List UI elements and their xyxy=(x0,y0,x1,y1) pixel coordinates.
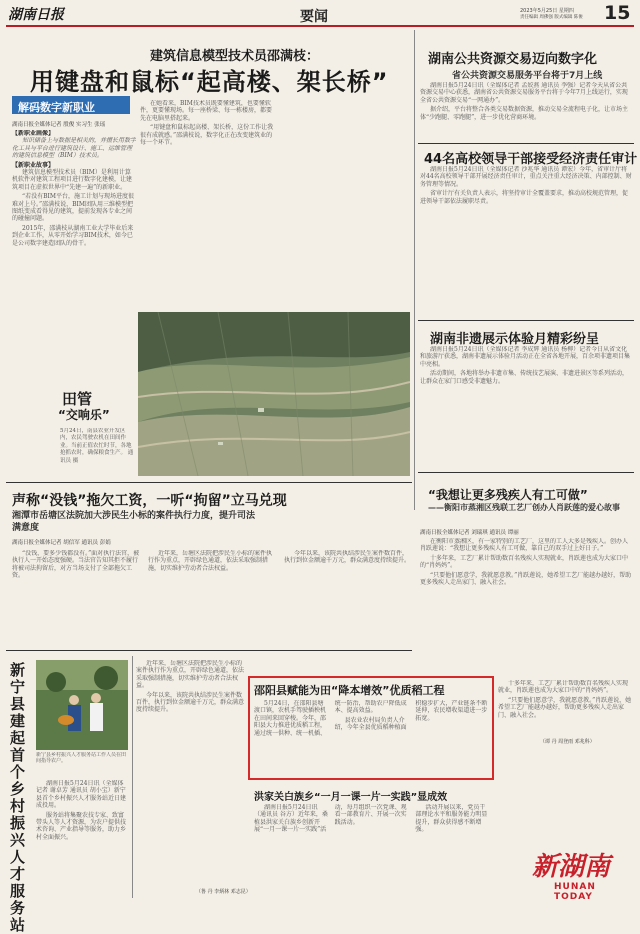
article9-body-2: 活动开展以来，党员干部理论水平和服务能力明显提升，群众获得感不断增强。 xyxy=(415,804,488,834)
xinning-photo xyxy=(36,660,128,750)
article2-body xyxy=(420,82,632,140)
date-line: 2023年5月25日 星期四 xyxy=(520,8,574,14)
article6-byline: 湖南日报全媒体记者 胡信军 通讯员 彭娟 xyxy=(12,540,111,546)
article5-byline: 湖南日报全媒体记者 刘瑞琪 通讯员 谭丽 xyxy=(420,530,519,536)
article1-para-b: 2015年，邵满枝从湖南工业大学毕业后来到企业工作，从零开始学习BIM技术，如今已是公司数字建造团队的骨干。 xyxy=(12,224,134,247)
article1-para-d: “用键盘和鼠标起高楼、架长桥，这份工作让我很有成就感。”邵满枝说，数字化正在改变建筑业的每一个环节。 xyxy=(140,124,274,147)
article6-body-1: “没钱，要多少钱都没有。”面对执行法官，被执行人一开始态度强硬。当法官告知其拒不履行将被司法拘留后，对方当场支付了全部拖欠工资。 xyxy=(12,550,140,580)
footer-credit-2: （谭 丹 周登雨 邓兆科） xyxy=(540,739,595,745)
article6-headline: 声称“没钱”拖欠工资，一听“拘留”立马兑现 xyxy=(12,493,287,509)
article9-body-1: 湖南日报5月24日讯（通讯员 谷方）近年来，桑植县洪家关白族乡创新开展“一月一课一片一实践”活动，每月组织一次党课、观看一部教育片、开展一次实践活动。 xyxy=(254,804,407,834)
article6-body-2: 近年来，岳塘区法院把涉民生小标的案件执行作为重点，开辟绿色通道，依法采取强制措施，切实维护劳动者合法权益。 xyxy=(148,550,273,572)
article7-caption: 新宁县乡村振兴人才服务站工作人员在田间指导农户。 xyxy=(36,752,127,764)
article1-banner-text: 解码数字新职业 xyxy=(18,101,95,114)
article6-bottom-rule xyxy=(6,650,412,651)
article5-body-3: “只要他们愿意学，我就愿意教。”肖跃莲说，她希望工艺厂能越办越好，帮助更多残疾人走出家门、融入社会。 xyxy=(420,571,632,587)
article1-para-a: “若没有BIM平台，施工计划与现场进度很难对上号。”邵满枝说，BIM团队用三维模型把图纸变成看得见的建筑，提前发现各专业之间的碰撞问题。 xyxy=(12,193,134,223)
article7-divider xyxy=(132,656,133,898)
article4-body xyxy=(420,346,632,466)
article2-body-2: 据介绍，平台将整合各类交易数据资源，推动交易全流程电子化，让市场主体“少跑腿、零跑腿”，进一步优化营商环境。 xyxy=(420,106,629,121)
article4-body-2: 活动期间，各地将举办非遗市集、传统技艺展演、非遗进景区等系列活动，让群众在家门口感受非遗魅力。 xyxy=(420,370,629,385)
article1-para-c: 在她看来，BIM技术员既要懂建筑，也要懂软件，更要懂现场。每一座桥梁、每一栋楼房，都要先在电脑里搭起来。 xyxy=(140,100,273,122)
article8-body-2: 县农业农村局负责人介绍，今年全县优质稻种植面积稳步扩大，产业链条不断延伸，农民增收渠道进一步拓宽。 xyxy=(334,700,488,732)
article2-rule xyxy=(418,143,634,144)
article5-body xyxy=(420,538,632,678)
article9-headline: 洪家关白族乡“一月一课一片一实践”显成效 xyxy=(254,792,448,803)
editor-line: 责任编辑 周佛强 版式编辑 陈俊 xyxy=(520,15,583,20)
article1-kicker: 建筑信息模型技术员邵满枝： xyxy=(150,49,320,64)
article6-body-3: 今年以来，该院共执结涉民生案件数百件，执行到位金额逾千万元，群众满意度持续提升。 xyxy=(284,550,411,565)
article5-body-1: 在衡阳市蒸湘区，有一家特别的工艺厂，这里的工人大多是残疾人。创办人肖跃莲说：“我想让更多残疾人有工可做，靠自己的双手过上好日子。” xyxy=(420,538,629,553)
photo-side-title: 田管 xyxy=(62,390,93,408)
article8-body-1: 5月24日，在邵阳县塘渡口镇，农机手驾驶插秧机在田间来回穿梭。今年，邵阳县大力推进优质稻工程，通过统一供种、统一机插、统一防治，帮助农户降低成本、提高效益。 xyxy=(254,700,407,737)
article5-headline: “我想让更多残疾人有工可做” xyxy=(428,488,588,502)
article7-body-2: 服务站将集聚农技专家、致富带头人等人才资源，为农户提供技术咨询、产业指导等服务，助力乡村全面振兴。 xyxy=(36,811,127,841)
article1-stories-label: 【新职业故事】 xyxy=(12,161,55,169)
article2-headline: 湖南公共资源交易迈向数字化 xyxy=(428,52,598,67)
article1-para-intro: 建筑信息模型技术员（BIM）是利用计算机软件对建筑工程项目进行数字化建模，让建筑项目在虚拟世界中“先建一遍”的新职业。 xyxy=(12,169,133,191)
masthead-rule xyxy=(6,25,634,27)
article6-top-rule xyxy=(6,482,412,483)
watermark-logo-sub: HUNAN TODAY xyxy=(554,882,596,902)
article4-rule xyxy=(418,472,634,473)
article5-body-2: 十多年来，工艺厂累计帮助数百名残疾人实现就业，肖跃莲也成为大家口中的“肖妈妈”。 xyxy=(420,554,629,570)
section-title: 要闻 xyxy=(300,9,328,25)
article1-note-label: 【新职业画像】 xyxy=(12,130,55,137)
paper-name: 湖南日报 xyxy=(8,7,64,23)
right-column-divider xyxy=(414,30,415,510)
field-photo-image xyxy=(138,312,410,476)
article4-body-1: 湖南日报5月24日讯（全媒体记者 李成辉 通讯员 杨柳）记者今日从省文化和旅游厅获悉，湖南非遗展示体验月活动正在全省各地开展，百余项非遗项目集中亮相。 xyxy=(420,346,631,368)
article1-col-1 xyxy=(12,130,136,350)
mid-col-text-b xyxy=(250,660,410,666)
article8-headline: 邵阳县赋能为田“降本增效”优质稻工程 xyxy=(254,684,445,697)
article7-headline: 新宁县建起首个乡村振兴人才服务站 xyxy=(10,661,26,934)
article3-body-2: 省审计厅有关负责人表示，将坚持审计全覆盖要求，推动高校规范管理，促进领导干部依法履职尽责。 xyxy=(420,190,629,205)
article5-subheadline: ——衡阳市蒸湘区残联工艺厂创办人肖跃莲的爱心故事 xyxy=(428,503,620,512)
article6-body xyxy=(12,550,412,646)
right-lower-text xyxy=(498,680,632,850)
photo-side-subtitle: “交响乐” xyxy=(58,408,110,422)
mid-col-text xyxy=(136,660,246,900)
article3-body-1: 湖南日报5月24日讯（全媒体记者 沙兆华 通讯员 谭宏）今年，省审计厅将对44名高校领导干部开展经济责任审计，重点关注重大经济决策、内部控制、财务管理等情况。 xyxy=(420,166,632,188)
mid-col-text-2: 今年以来，该院共执结涉民生案件数百件，执行到位金额逾千万元，群众满意度持续提升。 xyxy=(136,691,245,714)
article1-byline: 湖南日报全媒体记者 殷俊 实习生 张瑶 xyxy=(12,122,106,128)
article3-headline: 44名高校领导干部接受经济责任审计 xyxy=(424,152,638,167)
watermark-logo xyxy=(532,852,636,902)
article3-rule xyxy=(418,320,634,321)
article6-subheadline: 湘潭市岳塘区法院加大涉民生小标的案件执行力度，提升司法满意度 xyxy=(12,511,256,533)
article1-col-2 xyxy=(140,100,275,310)
watermark-logo-text: 新湖南 xyxy=(532,852,611,882)
article1-headline: 用键盘和鼠标“起高楼、架长桥” xyxy=(30,68,389,96)
article8-body xyxy=(254,700,490,776)
article7-body-1: 湖南日报5月24日讯（全媒体记者 谢卓芳 通讯员 胡小宝）新宁县首个乡村振兴人才服务站近日建成投用。 xyxy=(36,780,127,810)
article7-body xyxy=(36,780,128,898)
right-lower-text-1: 十多年来，工艺厂累计帮助数百名残疾人实现就业，肖跃莲也成为大家口中的“肖妈妈”。 xyxy=(498,680,629,695)
article1-note-body: 知识储备上与数据是相关的，并擅长用数字化工具与平台进行建筑设计、施工、运维管理的建筑信息模型（BIM）技术员。 xyxy=(12,137,136,160)
article3-body xyxy=(420,166,632,316)
photo-caption: 5月24日，南县农业开发区内，农民驾驶农机在田间作业。当前正值农忙时节，各地抢抓农时，确保粮食生产。 通讯员 摄 xyxy=(60,428,134,464)
right-lower-text-2: “只要他们愿意学，我就愿意教。”肖跃莲说，她希望工艺厂能越办越好，帮助更多残疾人走出家门、融入社会。 xyxy=(498,696,632,719)
article1-banner xyxy=(12,96,130,114)
xinning-photo-image xyxy=(36,660,128,750)
footer-credit-1: （鲁 丹 李炳林 邓志昆） xyxy=(196,889,251,895)
article4-headline: 湖南非遗展示体验月精彩纷呈 xyxy=(430,332,600,347)
page-number: 15 xyxy=(604,2,631,24)
mid-col-text-1: 近年来，岳塘区法院把涉民生小标的案件执行作为重点，开辟绿色通道，依法采取强制措施，切实维护劳动者合法权益。 xyxy=(136,660,245,690)
article2-body-1: 湖南日报5月24日讯（全媒体记者 孟姣燕 通讯员 李强）记者今天从省公共资源交易中心获悉，湖南省公共资源交易服务平台将于今年7月上线运行，实现全省公共资源交易“一网通办”。 xyxy=(420,82,628,104)
article2-subheadline: 省公共资源交易服务平台将于7月上线 xyxy=(452,71,603,81)
article9-body xyxy=(254,804,490,884)
field-photo xyxy=(138,312,410,476)
